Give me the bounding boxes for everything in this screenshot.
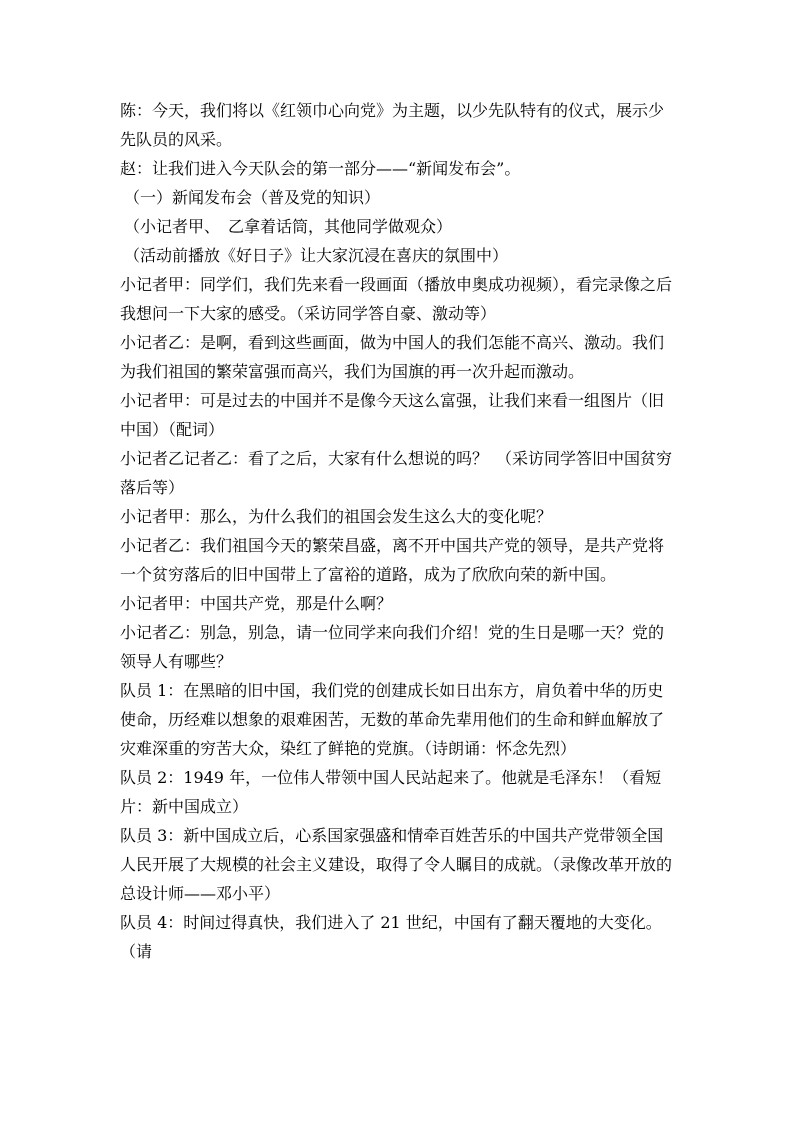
- paragraph-reporter-b-4: 小记者乙：别急，别急，请一位同学来向我们介绍！党的生日是哪一天？党的领导人有哪些？: [120, 623, 665, 671]
- paragraph-reporter-b-3: 小记者乙：我们祖国今天的繁荣昌盛，离不开中国共产党的领导，是共产党将一个贫穷落后的旧中国带上了富裕的道路，成为了欣欣向荣的新中国。: [120, 536, 665, 584]
- paragraph-member-2: 队员 2：1949 年，一位伟人带领中国人民站起来了。他就是毛泽东！（看短片：新中国成立）: [120, 768, 662, 816]
- paragraph-reporter-b-1: 小记者乙：是啊，看到这些画面，做为中国人的我们怎能不高兴、激动。我们为我们祖国的繁荣富强而高兴，我们为国旗的再一次升起而激动。: [120, 333, 665, 381]
- section-heading-news-conference: （一）新闻发布会（普及党的知识）: [124, 188, 381, 207]
- paragraph-reporter-a-3: 小记者甲：那么，为什么我们的祖国会发生这么大的变化呢？: [120, 507, 553, 526]
- paragraph-intro-zhao: 赵：让我们进入今天队会的第一部分——“新闻发布会”。: [120, 159, 521, 178]
- paragraph-reporter-b-2: 小记者乙记者乙：看了之后，大家有什么想说的吗？ （采访同学答旧中国贫穷落后等）: [120, 449, 673, 497]
- paragraph-intro-chen: 陈：今天，我们将以《红领巾心向党》为主题，以少先队特有的仪式，展示少先队员的风采。: [120, 101, 665, 149]
- stage-direction-reporters: （小记者甲、 乙拿着话筒，其他同学做观众）: [124, 217, 453, 236]
- paragraph-reporter-a-2: 小记者甲：可是过去的中国并不是像今天这么富强，让我们来看一组图片（旧中国）（配词）: [120, 391, 665, 439]
- paragraph-reporter-a-4: 小记者甲：中国共产党，那是什么啊？: [120, 594, 393, 613]
- paragraph-reporter-a-1: 小记者甲：同学们，我们先来看一段画面（播放申奥成功视频），看完录像之后我想问一下大家的感受。（采访同学答自豪、激动等）: [120, 275, 673, 323]
- paragraph-member-1: 队员 1：在黑暗的旧中国，我们党的创建成长如日出东方，肩负着中华的历史使命，历经难以想象的艰难困苦，无数的革命先辈用他们的生命和鲜血解放了灾难深重的穷苦大众，染红了鲜艳的党旗。（诗朗诵：怀念先烈）: [120, 681, 665, 758]
- stage-direction-music: （活动前播放《好日子》让大家沉浸在喜庆的氛围中）: [124, 246, 509, 265]
- paragraph-member-4: 队员 4：时间过得真快，我们进入了 21 世纪，中国有了翻天覆地的大变化。（请: [120, 913, 662, 961]
- paragraph-member-3: 队员 3：新中国成立后，心系国家强盛和情牵百姓苦乐的中国共产党带领全国人民开展了大规模的社会主义建设，取得了令人瞩目的成就。（录像改革开放的总设计师——邓小平）: [120, 826, 673, 903]
